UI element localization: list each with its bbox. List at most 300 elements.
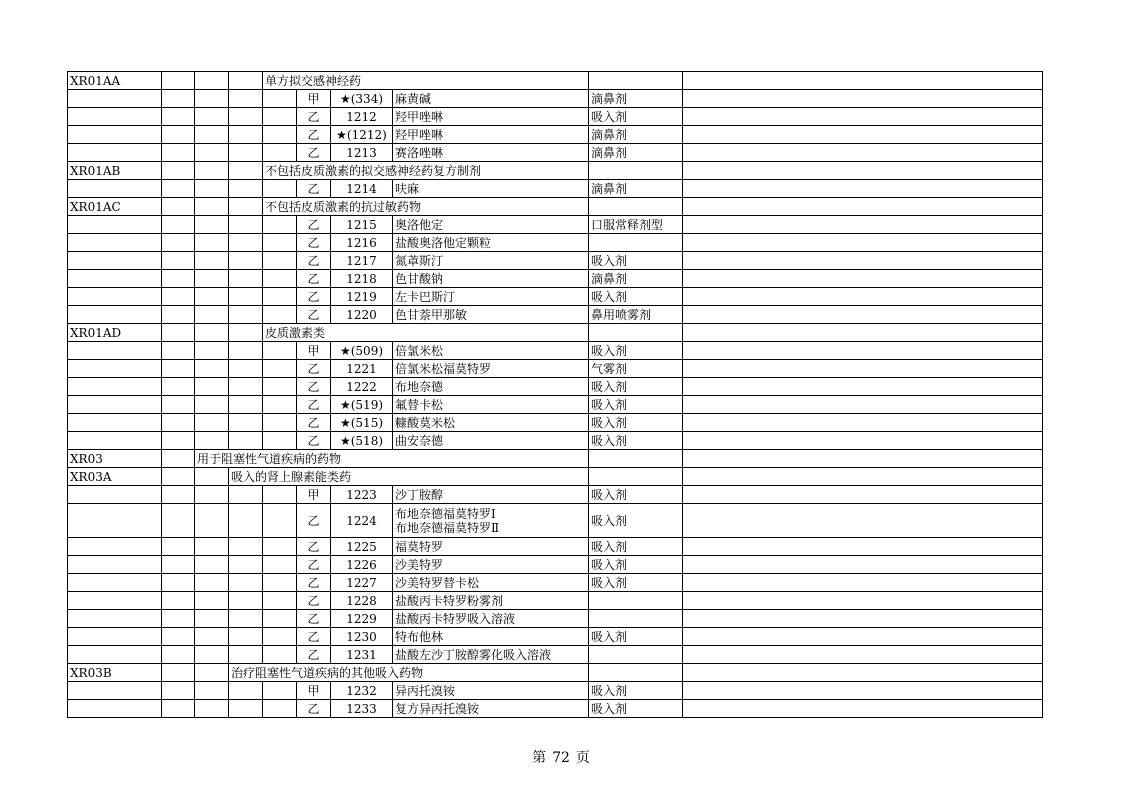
empty-cell xyxy=(263,646,297,664)
empty-cell xyxy=(195,72,229,90)
drug-number-cell: 1231 xyxy=(331,646,393,664)
empty-cell xyxy=(229,486,263,504)
code-cell xyxy=(68,646,162,664)
empty-cell xyxy=(195,108,229,126)
drug-name: 色甘酸钠 xyxy=(395,271,444,286)
empty-cell xyxy=(195,414,229,432)
empty-cell xyxy=(263,432,297,450)
dosage-form-cell: 吸入剂 xyxy=(589,288,683,306)
drug-name-cell xyxy=(393,234,589,252)
empty-cell xyxy=(162,72,195,90)
page-prefix: 第 xyxy=(532,750,547,766)
remark-cell xyxy=(683,592,1043,610)
drug-class-cell: 乙 xyxy=(297,700,331,718)
drug-class-cell: 乙 xyxy=(297,378,331,396)
empty-cell xyxy=(263,126,297,144)
empty-cell xyxy=(162,234,195,252)
category-label-cell: 用于阻塞性气道疾病的药物 xyxy=(195,450,589,468)
empty-cell xyxy=(162,610,195,628)
empty-cell xyxy=(195,306,229,324)
drug-class-cell: 乙 xyxy=(297,252,331,270)
drug-name: 布地奈德福莫特罗Ⅰ xyxy=(395,506,496,521)
drug-name: 羟甲唑啉 xyxy=(395,127,444,142)
dosage-form-cell: 口服常释剂型 xyxy=(589,216,683,234)
drug-number-cell: ★(515) xyxy=(331,414,393,432)
drug-name: 沙美特罗替卡松 xyxy=(395,575,480,590)
drug-name-cell xyxy=(393,216,589,234)
dosage-form-cell: 吸入剂 xyxy=(589,682,683,700)
empty-cell xyxy=(162,180,195,198)
drug-name: 特布他林 xyxy=(395,629,444,644)
drug-class-cell: 乙 xyxy=(297,538,331,556)
empty-cell xyxy=(162,556,195,574)
drug-name: 盐酸奥洛他定颗粒 xyxy=(395,235,492,250)
table-row xyxy=(68,504,1043,538)
table-row xyxy=(68,646,1043,664)
empty-cell xyxy=(195,324,229,342)
empty-cell xyxy=(195,90,229,108)
dosage-form-cell: 吸入剂 xyxy=(589,396,683,414)
empty-cell xyxy=(195,432,229,450)
drug-name-cell xyxy=(393,180,589,198)
empty-cell xyxy=(229,592,263,610)
drug-name: 沙美特罗 xyxy=(395,557,444,572)
code-cell xyxy=(68,504,162,538)
drug-number-cell: ★(334) xyxy=(331,90,393,108)
code-cell xyxy=(68,682,162,700)
drug-number-cell: ★(509) xyxy=(331,342,393,360)
dosage-form-cell: 吸入剂 xyxy=(589,252,683,270)
table-row xyxy=(68,556,1043,574)
dosage-form-cell xyxy=(589,234,683,252)
empty-cell xyxy=(229,234,263,252)
drug-number-cell: 1214 xyxy=(331,180,393,198)
dosage-form-cell: 吸入剂 xyxy=(589,486,683,504)
drug-name-secondary: 布地奈德福莫特罗Ⅱ xyxy=(395,520,500,535)
table-row xyxy=(68,126,1043,144)
empty-cell xyxy=(229,610,263,628)
remark-cell xyxy=(683,180,1043,198)
empty-cell xyxy=(162,90,195,108)
empty-cell xyxy=(195,126,229,144)
remark-cell xyxy=(683,126,1043,144)
empty-cell xyxy=(229,126,263,144)
dosage-form-cell xyxy=(589,592,683,610)
drug-name-cell xyxy=(393,610,589,628)
drug-name: 倍氯米松福莫特罗 xyxy=(395,361,492,376)
empty-cell xyxy=(195,628,229,646)
table-row xyxy=(68,360,1043,378)
dosage-form-cell xyxy=(589,646,683,664)
category-label-cell: 吸入的肾上腺素能类药 xyxy=(229,468,589,486)
drug-class-cell: 乙 xyxy=(297,574,331,592)
code-cell xyxy=(68,144,162,162)
table-row xyxy=(68,538,1043,556)
drug-number-cell: 1226 xyxy=(331,556,393,574)
drug-name: 福莫特罗 xyxy=(395,539,444,554)
table-row xyxy=(68,324,1043,342)
code-cell xyxy=(68,252,162,270)
drug-number-cell: 1213 xyxy=(331,144,393,162)
drug-name-cell xyxy=(393,270,589,288)
empty-cell xyxy=(263,252,297,270)
drug-number-cell: ★(1212) xyxy=(331,126,393,144)
remark-cell xyxy=(683,270,1043,288)
dosage-form-cell: 吸入剂 xyxy=(589,108,683,126)
table-row xyxy=(68,270,1043,288)
remark-cell xyxy=(683,324,1043,342)
dosage-form-cell: 滴鼻剂 xyxy=(589,270,683,288)
remark-cell xyxy=(683,432,1043,450)
empty-cell xyxy=(162,646,195,664)
empty-cell xyxy=(162,252,195,270)
code-cell xyxy=(68,592,162,610)
empty-cell xyxy=(229,162,263,180)
empty-cell xyxy=(162,342,195,360)
empty-cell xyxy=(195,682,229,700)
empty-cell xyxy=(162,664,195,682)
drug-name: 赛洛唑啉 xyxy=(395,145,444,160)
empty-cell xyxy=(195,574,229,592)
dosage-form-cell: 吸入剂 xyxy=(589,574,683,592)
empty-cell xyxy=(162,592,195,610)
empty-cell xyxy=(162,324,195,342)
empty-cell xyxy=(263,180,297,198)
drug-name-cell xyxy=(393,700,589,718)
empty-cell xyxy=(162,216,195,234)
empty-cell xyxy=(162,162,195,180)
empty-cell xyxy=(162,198,195,216)
empty-cell xyxy=(263,234,297,252)
empty-cell xyxy=(195,234,229,252)
empty-cell xyxy=(229,574,263,592)
table-row xyxy=(68,72,1043,90)
table-row xyxy=(68,610,1043,628)
empty-cell xyxy=(229,700,263,718)
dosage-form-cell xyxy=(589,610,683,628)
table-row xyxy=(68,432,1043,450)
category-code-cell: XR01AA xyxy=(68,72,162,90)
drug-number-cell: 1220 xyxy=(331,306,393,324)
drug-class-cell: 乙 xyxy=(297,306,331,324)
drug-class-cell: 乙 xyxy=(297,108,331,126)
drug-name: 氮䓬斯汀 xyxy=(395,253,444,268)
drug-name: 曲安奈德 xyxy=(395,433,444,448)
drug-number-cell: 1229 xyxy=(331,610,393,628)
drug-number-cell: 1218 xyxy=(331,270,393,288)
empty-cell xyxy=(195,610,229,628)
drug-name-cell xyxy=(393,342,589,360)
table-row xyxy=(68,144,1043,162)
drug-class-cell: 乙 xyxy=(297,414,331,432)
empty-cell xyxy=(229,628,263,646)
drug-class-cell: 乙 xyxy=(297,628,331,646)
remark-cell xyxy=(683,628,1043,646)
drug-name-cell xyxy=(393,90,589,108)
empty-cell xyxy=(162,538,195,556)
drug-number-cell: 1215 xyxy=(331,216,393,234)
drug-number-cell: 1223 xyxy=(331,486,393,504)
empty-cell xyxy=(195,360,229,378)
empty-cell xyxy=(162,126,195,144)
drug-name-cell xyxy=(393,144,589,162)
table-row xyxy=(68,216,1043,234)
empty-cell xyxy=(229,646,263,664)
page-value: 72 xyxy=(552,750,570,766)
drug-number-cell: 1221 xyxy=(331,360,393,378)
code-cell xyxy=(68,556,162,574)
category-label-cell: 不包括皮质激素的拟交感神经药复方制剂 xyxy=(263,162,589,180)
drug-name: 奥洛他定 xyxy=(395,217,444,232)
remark-cell xyxy=(683,378,1043,396)
remark-cell xyxy=(683,664,1043,682)
drug-class-cell: 甲 xyxy=(297,486,331,504)
empty-cell xyxy=(162,432,195,450)
drug-name: 色甘萘甲那敏 xyxy=(395,307,468,322)
empty-cell xyxy=(263,700,297,718)
table-row xyxy=(68,108,1043,126)
category-label-cell: 皮质激素类 xyxy=(263,324,589,342)
form-cell xyxy=(589,72,683,90)
drug-class-cell: 乙 xyxy=(297,610,331,628)
remark-cell xyxy=(683,646,1043,664)
empty-cell xyxy=(229,504,263,538)
table-row xyxy=(68,90,1043,108)
category-code-cell: XR01AD xyxy=(68,324,162,342)
drug-number-cell: ★(518) xyxy=(331,432,393,450)
empty-cell xyxy=(162,700,195,718)
empty-cell xyxy=(195,486,229,504)
empty-cell xyxy=(162,504,195,538)
category-label-cell: 治疗阻塞性气道疾病的其他吸入药物 xyxy=(229,664,589,682)
drug-number-cell: 1224 xyxy=(331,504,393,538)
drug-name-cell xyxy=(393,378,589,396)
table-row xyxy=(68,574,1043,592)
empty-cell xyxy=(162,682,195,700)
empty-cell xyxy=(229,216,263,234)
remark-cell xyxy=(683,144,1043,162)
dosage-form-cell: 气雾剂 xyxy=(589,360,683,378)
code-cell xyxy=(68,378,162,396)
drug-name-cell xyxy=(393,396,589,414)
empty-cell xyxy=(263,144,297,162)
empty-cell xyxy=(263,628,297,646)
empty-cell xyxy=(263,682,297,700)
table-row xyxy=(68,414,1043,432)
remark-cell xyxy=(683,252,1043,270)
form-cell xyxy=(589,450,683,468)
form-cell xyxy=(589,468,683,486)
dosage-form-cell: 吸入剂 xyxy=(589,700,683,718)
remark-cell xyxy=(683,306,1043,324)
code-cell xyxy=(68,180,162,198)
drug-class-cell: 乙 xyxy=(297,556,331,574)
empty-cell xyxy=(263,90,297,108)
empty-cell xyxy=(162,144,195,162)
dosage-form-cell: 吸入剂 xyxy=(589,432,683,450)
empty-cell xyxy=(195,538,229,556)
drug-name-cell xyxy=(393,646,589,664)
code-cell xyxy=(68,628,162,646)
code-cell xyxy=(68,288,162,306)
remark-cell xyxy=(683,162,1043,180)
empty-cell xyxy=(195,700,229,718)
code-cell xyxy=(68,126,162,144)
empty-cell xyxy=(162,396,195,414)
empty-cell xyxy=(263,396,297,414)
empty-cell xyxy=(229,682,263,700)
remark-cell xyxy=(683,504,1043,538)
table-row xyxy=(68,162,1043,180)
drug-class-cell: 乙 xyxy=(297,288,331,306)
drug-name-cell xyxy=(393,108,589,126)
drug-class-cell: 甲 xyxy=(297,90,331,108)
remark-cell xyxy=(683,574,1043,592)
drug-number-cell: 1228 xyxy=(331,592,393,610)
drug-name: 羟甲唑啉 xyxy=(395,109,444,124)
empty-cell xyxy=(229,90,263,108)
drug-name: 呋麻 xyxy=(395,181,420,196)
empty-cell xyxy=(195,252,229,270)
empty-cell xyxy=(263,378,297,396)
empty-cell xyxy=(195,198,229,216)
drug-name-cell xyxy=(393,682,589,700)
empty-cell xyxy=(229,108,263,126)
empty-cell xyxy=(195,162,229,180)
empty-cell xyxy=(229,342,263,360)
empty-cell xyxy=(263,108,297,126)
empty-cell xyxy=(162,486,195,504)
code-cell xyxy=(68,538,162,556)
empty-cell xyxy=(195,378,229,396)
drug-name: 麻黄碱 xyxy=(395,91,432,106)
form-cell xyxy=(589,324,683,342)
drug-name-cell xyxy=(393,556,589,574)
code-cell xyxy=(68,414,162,432)
drug-name: 异丙托溴铵 xyxy=(395,683,456,698)
drug-class-cell: 乙 xyxy=(297,234,331,252)
code-cell xyxy=(68,342,162,360)
drug-class-cell: 乙 xyxy=(297,360,331,378)
drug-class-cell: 甲 xyxy=(297,342,331,360)
form-cell xyxy=(589,198,683,216)
drug-name-cell xyxy=(393,414,589,432)
code-cell xyxy=(68,574,162,592)
drug-name: 盐酸丙卡特罗吸入溶液 xyxy=(395,611,516,626)
remark-cell xyxy=(683,700,1043,718)
drug-number-cell: 1230 xyxy=(331,628,393,646)
remark-cell xyxy=(683,414,1043,432)
drug-class-cell: 乙 xyxy=(297,396,331,414)
empty-cell xyxy=(195,288,229,306)
empty-cell xyxy=(162,468,195,486)
empty-cell xyxy=(263,414,297,432)
dosage-form-cell: 滴鼻剂 xyxy=(589,144,683,162)
drug-name: 盐酸丙卡特罗粉雾剂 xyxy=(395,593,504,608)
remark-cell xyxy=(683,90,1043,108)
code-cell xyxy=(68,360,162,378)
dosage-form-cell: 吸入剂 xyxy=(589,414,683,432)
empty-cell xyxy=(263,504,297,538)
empty-cell xyxy=(195,180,229,198)
empty-cell xyxy=(229,414,263,432)
empty-cell xyxy=(195,664,229,682)
drug-name-cell xyxy=(393,538,589,556)
empty-cell xyxy=(263,288,297,306)
remark-cell xyxy=(683,216,1043,234)
drug-number-cell: 1219 xyxy=(331,288,393,306)
drug-number-cell: ★(519) xyxy=(331,396,393,414)
empty-cell xyxy=(229,556,263,574)
drug-class-cell: 甲 xyxy=(297,682,331,700)
table-row xyxy=(68,396,1043,414)
empty-cell xyxy=(195,646,229,664)
dosage-form-cell: 鼻用喷雾剂 xyxy=(589,306,683,324)
empty-cell xyxy=(263,360,297,378)
empty-cell xyxy=(162,306,195,324)
table-row xyxy=(68,450,1043,468)
empty-cell xyxy=(229,144,263,162)
empty-cell xyxy=(263,538,297,556)
empty-cell xyxy=(229,288,263,306)
empty-cell xyxy=(229,72,263,90)
code-cell xyxy=(68,700,162,718)
empty-cell xyxy=(229,306,263,324)
code-cell xyxy=(68,306,162,324)
empty-cell xyxy=(162,628,195,646)
category-code-cell: XR03 xyxy=(68,450,162,468)
category-code-cell: XR01AB xyxy=(68,162,162,180)
code-cell xyxy=(68,108,162,126)
empty-cell xyxy=(229,538,263,556)
remark-cell xyxy=(683,198,1043,216)
empty-cell xyxy=(229,432,263,450)
code-cell xyxy=(68,90,162,108)
code-cell xyxy=(68,432,162,450)
remark-cell xyxy=(683,72,1043,90)
drug-name: 糠酸莫米松 xyxy=(395,415,456,430)
drug-number-cell: 1232 xyxy=(331,682,393,700)
empty-cell xyxy=(263,486,297,504)
category-label-cell: 不包括皮质激素的抗过敏药物 xyxy=(263,198,589,216)
drug-name: 复方异丙托溴铵 xyxy=(395,701,480,716)
empty-cell xyxy=(263,556,297,574)
empty-cell xyxy=(162,450,195,468)
code-cell xyxy=(68,234,162,252)
drug-name-cell xyxy=(393,126,589,144)
drug-name-cell xyxy=(393,288,589,306)
empty-cell xyxy=(263,574,297,592)
table-row xyxy=(68,468,1043,486)
code-cell xyxy=(68,270,162,288)
empty-cell xyxy=(195,592,229,610)
drug-number-cell: 1222 xyxy=(331,378,393,396)
drug-number-cell: 1217 xyxy=(331,252,393,270)
dosage-form-cell: 吸入剂 xyxy=(589,538,683,556)
drug-name: 布地奈德 xyxy=(395,379,444,394)
category-code-cell: XR03B xyxy=(68,664,162,682)
drug-name-cell xyxy=(393,360,589,378)
remark-cell xyxy=(683,342,1043,360)
empty-cell xyxy=(195,144,229,162)
drug-class-cell: 乙 xyxy=(297,504,331,538)
drug-name: 倍氯米松 xyxy=(395,343,444,358)
drug-name-cell xyxy=(393,486,589,504)
empty-cell xyxy=(195,270,229,288)
empty-cell xyxy=(229,198,263,216)
empty-cell xyxy=(162,378,195,396)
drug-name-cell xyxy=(393,628,589,646)
